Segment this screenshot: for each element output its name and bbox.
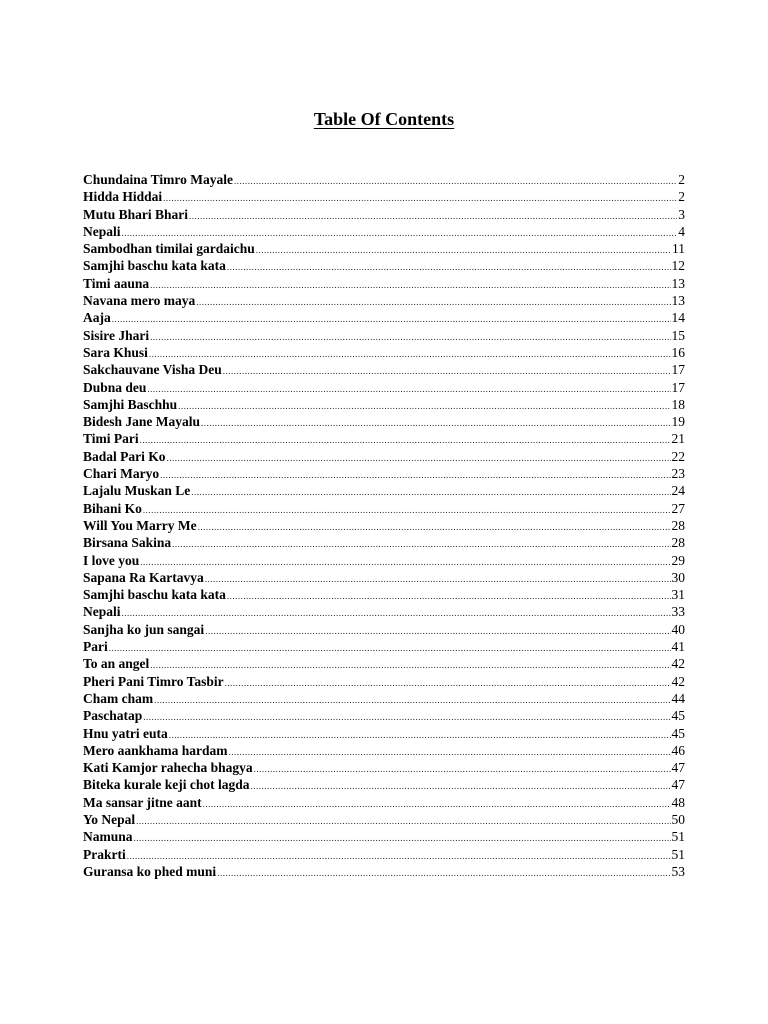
toc-dot-leader: [140, 432, 671, 449]
toc-entry-title[interactable]: Timi aauna: [83, 275, 150, 291]
toc-dot-leader: [169, 727, 671, 744]
toc-heading: [0, 106, 768, 132]
toc-dot-leader: [191, 484, 670, 501]
toc-heading-text: Table Of Contents: [313, 109, 455, 129]
toc-entry-title[interactable]: Aaja: [83, 310, 111, 326]
toc-entry-page-number[interactable]: 13: [671, 275, 685, 291]
toc-entry-page-number[interactable]: 14: [671, 310, 685, 326]
toc-entry-title[interactable]: Sakchauvane Visha Deu: [83, 362, 222, 378]
toc-dot-leader: [167, 450, 671, 467]
toc-dot-leader: [189, 208, 677, 225]
toc-entry[interactable]: [83, 396, 685, 413]
toc-entry[interactable]: [83, 707, 685, 724]
toc-entry[interactable]: [83, 794, 685, 811]
toc-entry-page-number[interactable]: 17: [671, 362, 685, 378]
toc-dot-leader: [140, 554, 670, 571]
toc-entry[interactable]: [83, 586, 685, 603]
toc-entry-title[interactable]: Ma sansar jitne aant: [83, 794, 202, 810]
toc-entry[interactable]: [83, 448, 685, 465]
toc-entry[interactable]: [83, 206, 685, 223]
toc-dot-leader: [147, 381, 670, 398]
toc-entry-page-number[interactable]: 45: [671, 708, 685, 724]
toc-entry-title[interactable]: Badal Pari Ko: [83, 448, 166, 464]
toc-entry-title[interactable]: I love you: [83, 552, 140, 568]
toc-entry-title[interactable]: Samjhi baschu kata kata: [83, 258, 226, 274]
toc-entry-title[interactable]: Mutu Bhari Bhari: [83, 206, 189, 222]
toc-dot-leader: [234, 173, 677, 190]
toc-entry-title[interactable]: Chari Maryo: [83, 466, 160, 482]
toc-dot-leader: [225, 675, 671, 692]
toc-dot-leader: [256, 242, 671, 259]
toc-entry-title[interactable]: Mero aankhama hardam: [83, 742, 228, 758]
toc-entry-page-number[interactable]: 4: [678, 223, 685, 239]
toc-entry-page-number[interactable]: 18: [671, 396, 685, 412]
toc-entry[interactable]: [83, 828, 685, 845]
toc-entry-page-number[interactable]: 13: [671, 293, 685, 309]
toc-entry-page-number[interactable]: 33: [671, 604, 685, 620]
toc-entry-page-number[interactable]: 2: [678, 172, 685, 187]
toc-dot-leader: [154, 692, 670, 709]
toc-entry-title[interactable]: Samjhi Baschhu: [83, 396, 178, 412]
toc-entry[interactable]: [83, 413, 685, 430]
toc-dot-leader: [143, 709, 670, 726]
toc-entry-page-number[interactable]: 42: [671, 656, 685, 672]
toc-entry-title[interactable]: Hidda Hiddai: [83, 189, 163, 205]
toc-entry-page-number[interactable]: 30: [671, 569, 685, 585]
toc-entry[interactable]: [83, 776, 685, 793]
toc-entry-page-number[interactable]: 40: [671, 621, 685, 637]
toc-entry-title[interactable]: Prakrti: [83, 846, 126, 862]
toc-dot-leader: [203, 796, 671, 813]
toc-entry-page-number[interactable]: 11: [672, 241, 685, 257]
toc-dot-leader: [149, 346, 671, 363]
toc-entry[interactable]: [83, 500, 685, 517]
toc-dot-leader: [150, 277, 670, 294]
toc-entry-title[interactable]: Will You Marry Me: [83, 517, 197, 533]
toc-entry[interactable]: [83, 327, 685, 344]
toc-dot-leader: [251, 778, 671, 795]
toc-entry-title[interactable]: Cham cham: [83, 690, 154, 706]
toc-entry[interactable]: [83, 673, 685, 690]
toc-entry-title[interactable]: Nepali: [83, 604, 121, 620]
toc-entry[interactable]: [83, 725, 685, 742]
toc-entry-page-number[interactable]: 51: [671, 829, 685, 845]
toc-entry-title[interactable]: Pheri Pani Timro Tasbir: [83, 673, 224, 689]
toc-entry-page-number[interactable]: 22: [671, 448, 685, 464]
toc-entry-page-number[interactable]: 23: [671, 466, 685, 482]
toc-entry-page-number[interactable]: 15: [671, 327, 685, 343]
toc-entry[interactable]: [83, 811, 685, 828]
toc-entry-page-number[interactable]: 16: [671, 344, 685, 360]
toc-dot-leader: [198, 519, 671, 536]
toc-dot-leader: [254, 761, 671, 778]
toc-entry-title[interactable]: Pari: [83, 639, 108, 655]
toc-entry[interactable]: [83, 240, 685, 257]
toc-entry-page-number[interactable]: 21: [671, 431, 685, 447]
toc-entry-page-number[interactable]: 44: [671, 690, 685, 706]
toc-entry[interactable]: [83, 638, 685, 655]
toc-entry-page-number[interactable]: 47: [671, 777, 685, 793]
toc-entry[interactable]: [83, 863, 685, 880]
toc-entry-title[interactable]: Sara Khusi: [83, 344, 148, 360]
toc-entry-page-number[interactable]: 2: [678, 189, 685, 205]
toc-dot-leader: [150, 329, 670, 346]
toc-entry-title[interactable]: Timi Pari: [83, 431, 139, 447]
toc-entry[interactable]: [83, 275, 685, 292]
toc-entry-page-number[interactable]: 31: [671, 587, 685, 603]
toc-entry[interactable]: [83, 361, 685, 378]
toc-entry[interactable]: [83, 759, 685, 776]
toc-entry-page-number[interactable]: 41: [671, 639, 685, 655]
toc-entry-title[interactable]: Bihani Ko: [83, 500, 142, 516]
toc-entry-page-number[interactable]: 28: [671, 535, 685, 551]
toc-entry-title[interactable]: Hnu yatri euta: [83, 725, 168, 741]
toc-entry-title[interactable]: Sambodhan timilai gardaichu: [83, 241, 255, 257]
toc-entry-title[interactable]: Nepali: [83, 223, 121, 239]
toc-entry[interactable]: [83, 309, 685, 326]
toc-dot-leader: [178, 398, 670, 415]
toc-entry-page-number[interactable]: 46: [671, 742, 685, 758]
toc-entry-title[interactable]: Sapana Ra Kartavya: [83, 569, 204, 585]
toc-dot-leader: [205, 623, 670, 640]
toc-entry-page-number[interactable]: 48: [671, 794, 685, 810]
toc-entry-page-number[interactable]: 3: [678, 206, 685, 222]
toc-entry[interactable]: [83, 257, 685, 274]
toc-entry-title[interactable]: Lajalu Muskan Le: [83, 483, 191, 499]
toc-entry-page-number[interactable]: 24: [671, 483, 685, 499]
toc-entry-page-number[interactable]: 29: [671, 552, 685, 568]
toc-entry[interactable]: [83, 223, 685, 240]
toc-entry-page-number[interactable]: 53: [671, 863, 685, 879]
toc-entry-title[interactable]: Samjhi baschu kata kata: [83, 587, 226, 603]
toc-entry-title[interactable]: Chundaina Timro Mayale: [83, 172, 234, 187]
toc-entry[interactable]: [83, 534, 685, 551]
toc-entry[interactable]: [83, 552, 685, 569]
toc-entry-title[interactable]: Kati Kamjor rahecha bhagya: [83, 760, 253, 776]
toc-entry-title[interactable]: Navana mero maya: [83, 293, 196, 309]
toc-dot-leader: [160, 467, 670, 484]
toc-entry-title[interactable]: Sisire Jhari: [83, 327, 150, 343]
toc-dot-leader: [201, 415, 670, 432]
toc-dot-leader: [112, 311, 671, 328]
toc-entry-title[interactable]: Yo Nepal: [83, 811, 136, 827]
toc-list: [83, 171, 685, 880]
toc-entry-page-number[interactable]: 47: [671, 760, 685, 776]
toc-entry-title[interactable]: To an angel: [83, 656, 150, 672]
toc-entry-title[interactable]: Biteka kurale keji chot lagda: [83, 777, 250, 793]
toc-entry[interactable]: [83, 379, 685, 396]
toc-dot-leader: [229, 744, 671, 761]
toc-entry[interactable]: [83, 603, 685, 620]
toc-entry-title[interactable]: Bidesh Jane Mayalu: [83, 414, 201, 430]
toc-dot-leader: [227, 588, 671, 605]
toc-entry[interactable]: [83, 465, 685, 482]
toc-entry[interactable]: [83, 742, 685, 759]
toc-entry-page-number[interactable]: 45: [671, 725, 685, 741]
toc-dot-leader: [205, 571, 671, 588]
toc-entry-title[interactable]: Sanjha ko jun sangai: [83, 621, 205, 637]
toc-entry-page-number[interactable]: 17: [671, 379, 685, 395]
toc-entry-page-number[interactable]: 28: [671, 517, 685, 533]
toc-entry[interactable]: [83, 621, 685, 638]
toc-entry[interactable]: [83, 188, 685, 205]
toc-dot-leader: [143, 502, 671, 519]
toc-entry[interactable]: [83, 171, 685, 188]
toc-dot-leader: [223, 363, 671, 380]
toc-dot-leader: [136, 813, 670, 830]
toc-entry[interactable]: [83, 655, 685, 672]
toc-entry-title[interactable]: Guransa ko phed muni: [83, 863, 217, 879]
toc-entry-page-number[interactable]: 51: [671, 846, 685, 862]
toc-dot-leader: [227, 259, 671, 276]
toc-dot-leader: [163, 190, 677, 207]
toc-entry[interactable]: [83, 517, 685, 534]
toc-entry-title[interactable]: Birsana Sakina: [83, 535, 172, 551]
toc-entry-page-number[interactable]: 19: [671, 414, 685, 430]
toc-entry-title[interactable]: Paschatap: [83, 708, 143, 724]
toc-entry-title[interactable]: Dubna deu: [83, 379, 147, 395]
toc-dot-leader: [109, 640, 671, 657]
toc-dot-leader: [196, 294, 670, 311]
toc-entry[interactable]: [83, 846, 685, 863]
toc-entry[interactable]: [83, 482, 685, 499]
toc-entry[interactable]: [83, 292, 685, 309]
toc-entry-page-number[interactable]: 42: [671, 673, 685, 689]
toc-entry-page-number[interactable]: 50: [671, 811, 685, 827]
toc-entry-title[interactable]: Namuna: [83, 829, 133, 845]
toc-entry-page-number[interactable]: 12: [671, 258, 685, 274]
toc-entry[interactable]: [83, 344, 685, 361]
toc-entry[interactable]: [83, 690, 685, 707]
toc-entry[interactable]: [83, 430, 685, 447]
toc-dot-leader: [217, 865, 670, 882]
toc-dot-leader: [172, 536, 670, 553]
toc-entry[interactable]: [83, 569, 685, 586]
toc-dot-leader: [134, 830, 671, 847]
toc-dot-leader: [150, 657, 670, 674]
toc-entry-page-number[interactable]: 27: [671, 500, 685, 516]
